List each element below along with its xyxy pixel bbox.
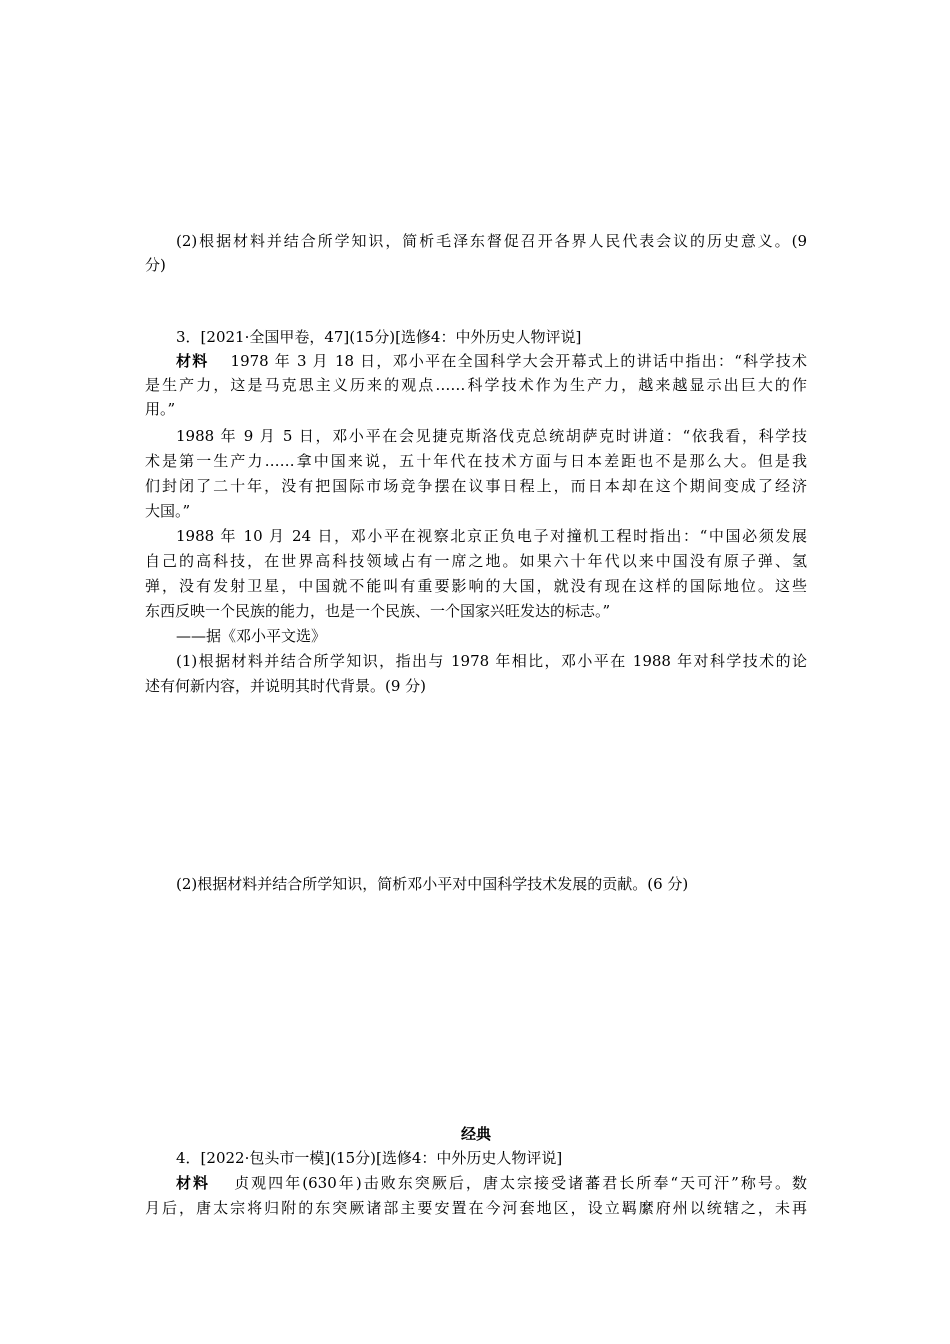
q3-material-p3-line-2: 自己的高科技，在世界高科技领域占有一席之地。如果六十年代以来中国没有原子弹、氢	[145, 552, 807, 570]
q3-material-p2-line-4: 大国。”	[145, 502, 191, 520]
q3-material-p1-line-3: 用。”	[145, 400, 176, 418]
q4-material-p1-line-2: 月后，唐太宗将归附的东突厥诸部主要安置在今河套地区，设立羁縻府州以统辖之，未再	[145, 1199, 807, 1217]
q3-material-p2-line-3: 们封闭了二十年，没有把国际市场竞争摆在议事日程上，而日本却在这个期间变成了经济	[145, 477, 807, 495]
q3-material-p2-line-2: 术是第一生产力……拿中国来说，五十年代在技术方面与日本差距也不是那么大。但是我	[145, 452, 807, 470]
q3-p1-line-1-text: 1978 年 3 月 18 日，邓小平在全国科学大会开幕式上的讲话中指出：“科学技术	[230, 352, 807, 370]
q2-part2-line-2: 分)	[145, 256, 166, 274]
q3-material-p2-line-1: 1988 年 9 月 5 日，邓小平在会见捷克斯洛伐克总统胡萨克时讲道：“依我看，科学技	[176, 427, 807, 445]
q3-part1-line-1: (1)根据材料并结合所学知识，指出与 1978 年相比，邓小平在 1988 年对科学技术的论	[176, 652, 807, 670]
q4-material-p1-line-1	[176, 1171, 807, 1195]
q3-material-label: 材料	[176, 352, 209, 370]
q3-material-p1-line-1	[176, 349, 807, 373]
q4-header: 4．[2022·包头市一模](15分)[选修4：中外历史人物评说]	[176, 1149, 563, 1167]
q3-material-p1-line-2: 是生产力，这是马克思主义历来的观点……科学技术作为生产力，越来越显示出巨大的作	[145, 376, 807, 394]
q3-material-p3-line-3: 弹，没有发射卫星，中国就不能叫有重要影响的大国，就没有现在这样的国际地位。这些	[145, 577, 807, 595]
section-title: 经典	[460, 1125, 491, 1143]
q3-part2: (2)根据材料并结合所学知识，简析邓小平对中国科学技术发展的贡献。(6 分)	[176, 875, 689, 893]
q4-p1-line-1-text: 贞观四年(630年)击败东突厥后，唐太宗接受诸蕃君长所奉“天可汗”称号。数	[232, 1174, 807, 1192]
q3-part1-line-2: 述有何新内容，并说明其时代背景。(9 分)	[145, 677, 427, 695]
q3-material-p3-line-4: 东西反映一个民族的能力，也是一个民族、一个国家兴旺发达的标志。”	[145, 602, 611, 620]
q3-source: ——据《邓小平文选》	[176, 627, 327, 645]
q2-part2-line-1: (2)根据材料并结合所学知识，简析毛泽东督促召开各界人民代表会议的历史意义。(9	[176, 232, 807, 250]
q4-material-label: 材料	[176, 1174, 211, 1192]
q3-material-p3-line-1: 1988 年 10 月 24 日，邓小平在视察北京正负电子对撞机工程时指出：“中国必须发展	[176, 527, 807, 545]
q3-header: 3．[2021·全国甲卷，47](15分)[选修4：中外历史人物评说]	[176, 328, 582, 346]
